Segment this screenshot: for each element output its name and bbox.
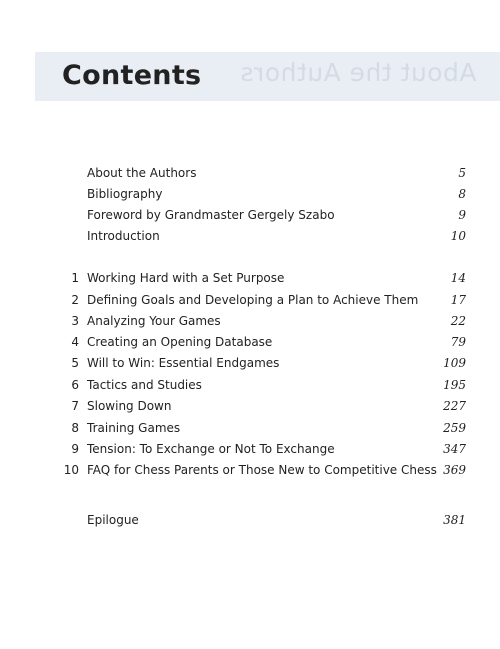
toc-chapter — [0, 439, 500, 459]
toc-entry — [0, 184, 500, 204]
chapter-number: 5 — [71, 356, 79, 370]
chapter-page: 22 — [450, 314, 466, 328]
chapter-number: 7 — [71, 399, 79, 413]
page-title: Contents — [62, 60, 202, 91]
toc-entry — [0, 226, 500, 246]
chapter-number: 2 — [71, 293, 79, 307]
toc-entry — [0, 163, 500, 183]
chapter-page: 79 — [450, 335, 466, 349]
chapter-title: Tension: To Exchange or Not To Exchange — [87, 442, 335, 456]
toc-entry-page: 10 — [450, 229, 466, 243]
chapter-number: 10 — [63, 463, 79, 477]
chapter-number: 3 — [71, 314, 79, 328]
toc-entry-page: 8 — [458, 187, 466, 201]
chapter-page: 227 — [443, 399, 466, 413]
chapter-page: 195 — [443, 378, 466, 392]
chapter-title: Defining Goals and Developing a Plan to Achieve Them — [87, 293, 419, 307]
toc-chapter — [0, 418, 500, 438]
chapter-title: Creating an Opening Database — [87, 335, 273, 349]
chapter-page: 347 — [443, 442, 466, 456]
toc-chapter — [0, 396, 500, 416]
chapter-number: 6 — [71, 378, 79, 392]
toc-chapter — [0, 268, 500, 288]
chapter-number: 8 — [71, 421, 79, 435]
chapter-title: Will to Win: Essential Endgames — [87, 356, 280, 370]
chapter-number: 4 — [71, 335, 79, 349]
toc-entry-page: 5 — [458, 166, 466, 180]
toc-entry-page: 9 — [458, 208, 466, 222]
toc-entry-title: Foreword by Grandmaster Gergely Szabo — [87, 208, 335, 222]
chapter-title: FAQ for Chess Parents or Those New to Competitive Chess — [87, 463, 437, 477]
toc-entry — [0, 510, 500, 530]
chapter-number: 1 — [71, 271, 79, 285]
toc-chapter — [0, 375, 500, 395]
show-through-text: About the Authors — [240, 58, 477, 87]
toc-entry — [0, 205, 500, 225]
chapter-title: Tactics and Studies — [87, 378, 202, 392]
toc-chapter — [0, 311, 500, 331]
chapter-title: Slowing Down — [87, 399, 172, 413]
toc-chapter — [0, 290, 500, 310]
chapter-title: Working Hard with a Set Purpose — [87, 271, 285, 285]
toc-chapter — [0, 353, 500, 373]
toc-chapter — [0, 332, 500, 352]
chapter-title: Analyzing Your Games — [87, 314, 221, 328]
toc-entry-title: Epilogue — [87, 513, 139, 527]
chapter-page: 109 — [443, 356, 466, 370]
chapter-page: 14 — [450, 271, 466, 285]
toc-entry-title: Introduction — [87, 229, 160, 243]
toc-entry-page: 381 — [443, 513, 466, 527]
chapter-page: 369 — [443, 463, 466, 477]
chapter-number: 9 — [71, 442, 79, 456]
toc-entry-title: Bibliography — [87, 187, 163, 201]
toc-chapter — [0, 460, 500, 480]
chapter-title: Training Games — [87, 421, 181, 435]
toc-entry-title: About the Authors — [87, 166, 197, 180]
chapter-page: 259 — [443, 421, 466, 435]
chapter-page: 17 — [450, 293, 466, 307]
